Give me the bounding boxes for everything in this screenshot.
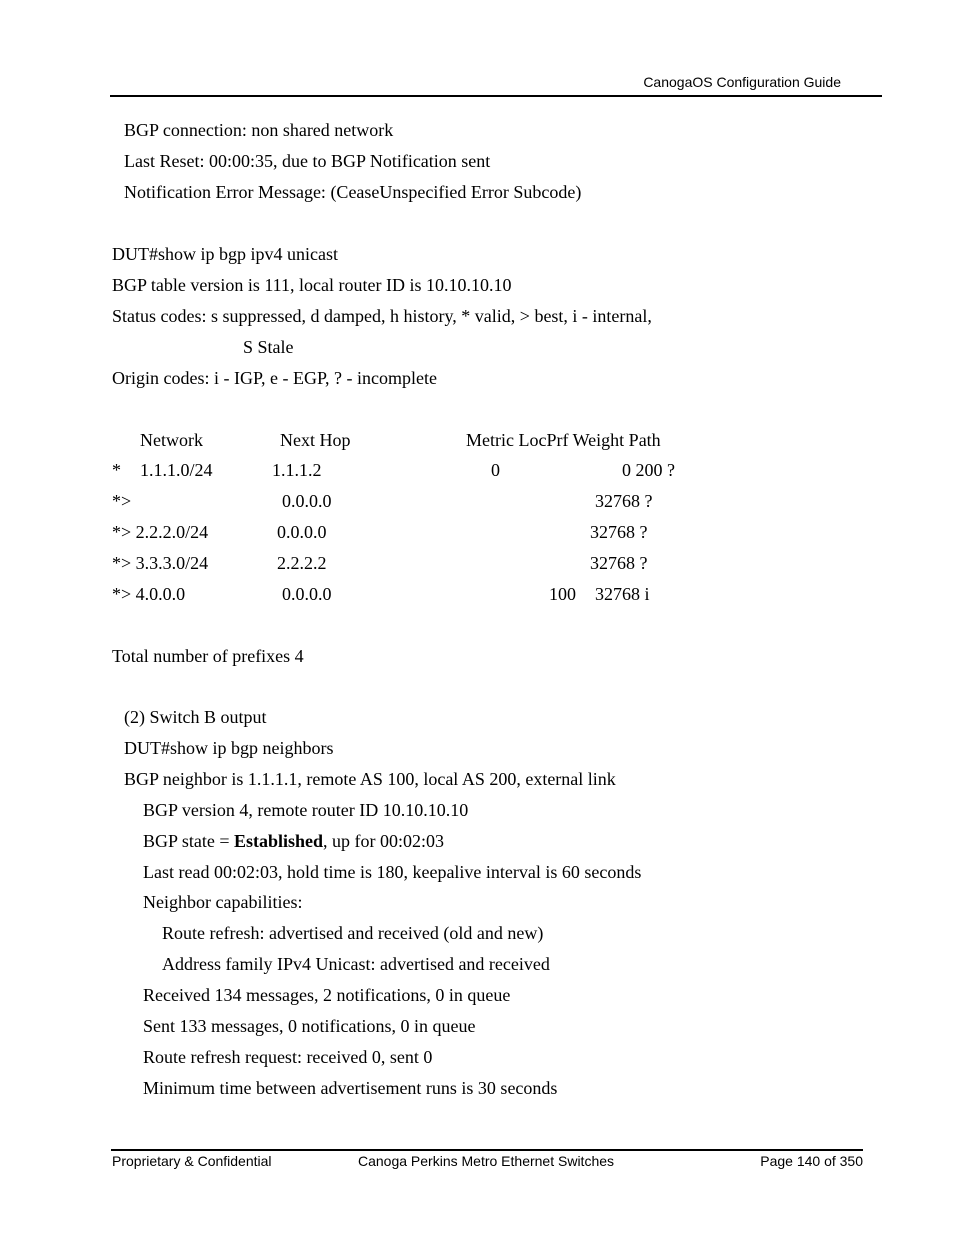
status-codes-stale: S Stale <box>243 337 294 357</box>
bgp-version-line: BGP version 4, remote router ID 10.10.10.10 <box>143 800 469 820</box>
col-header-nexthop: Next Hop <box>280 430 351 450</box>
row-nexthop: 0.0.0.0 <box>282 491 332 511</box>
row-locprf: 100 <box>549 584 576 604</box>
address-family-capability: Address family IPv4 Unicast: advertised and received <box>162 954 550 974</box>
footer-center: Canoga Perkins Metro Ethernet Switches <box>358 1153 615 1169</box>
row-weight-path: 0 200 ? <box>622 460 675 480</box>
min-advertisement-time: Minimum time between advertisement runs is 30 seconds <box>143 1078 558 1098</box>
neighbor-capabilities: Neighbor capabilities: <box>143 892 303 912</box>
row-code: *> 2.2.2.0/24 <box>112 522 209 542</box>
last-reset-line: Last Reset: 00:00:35, due to BGP Notification sent <box>124 151 491 171</box>
row-code: * <box>112 460 121 480</box>
header-rule <box>110 95 882 97</box>
row-weight-path: 32768 i <box>595 584 650 604</box>
bgp-table-command: DUT#show ip bgp ipv4 unicast <box>112 244 338 264</box>
page-header-title: CanogaOS Configuration Guide <box>643 74 841 90</box>
route-refresh-capability: Route refresh: advertised and received (old and new) <box>162 923 544 943</box>
bgp-state-value: Established <box>233 831 324 851</box>
footer-page-number: Page 140 of 350 <box>760 1153 863 1169</box>
bgp-connection-line: BGP connection: non shared network <box>124 120 394 140</box>
footer-rule <box>111 1149 863 1151</box>
col-header-network: Network <box>140 430 203 450</box>
origin-codes: Origin codes: i - IGP, e - EGP, ? - incomplete <box>112 368 437 388</box>
row-metric: 0 <box>491 460 500 480</box>
row-code: *> <box>112 491 132 511</box>
switch-b-command: DUT#show ip bgp neighbors <box>124 738 334 758</box>
row-weight-path: 32768 ? <box>590 522 648 542</box>
last-read-line: Last read 00:02:03, hold time is 180, keepalive interval is 60 seconds <box>143 862 642 882</box>
status-codes: Status codes: s suppressed, d damped, h history, * valid, > best, i - internal, <box>112 306 652 326</box>
row-nexthop: 0.0.0.0 <box>282 584 332 604</box>
row-nexthop: 0.0.0.0 <box>277 522 327 542</box>
row-network: 1.1.1.0/24 <box>140 460 213 480</box>
switch-b-title: (2) Switch B output <box>124 707 267 727</box>
row-code: *> 3.3.3.0/24 <box>112 553 209 573</box>
row-weight-path: 32768 ? <box>595 491 653 511</box>
bgp-neighbor-line: BGP neighbor is 1.1.1.1, remote AS 100, local AS 200, external link <box>124 769 616 789</box>
footer-left: Proprietary & Confidential <box>112 1153 272 1169</box>
bgp-state-prefix: BGP state = <box>143 831 234 851</box>
notification-error-line: Notification Error Message: (CeaseUnspecified Error Subcode) <box>124 182 582 202</box>
bgp-state-line <box>143 830 444 852</box>
sent-messages: Sent 133 messages, 0 notifications, 0 in queue <box>143 1016 476 1036</box>
bgp-table-version: BGP table version is 111, local router ID is 10.10.10.10 <box>112 275 512 295</box>
row-nexthop: 2.2.2.2 <box>277 553 327 573</box>
row-weight-path: 32768 ? <box>590 553 648 573</box>
total-prefixes: Total number of prefixes 4 <box>112 646 304 666</box>
bgp-state-suffix: , up for 00:02:03 <box>323 831 445 851</box>
received-messages: Received 134 messages, 2 notifications, 0 in queue <box>143 985 511 1005</box>
row-code: *> 4.0.0.0 <box>112 584 186 604</box>
row-nexthop: 1.1.1.2 <box>272 460 322 480</box>
route-refresh-request: Route refresh request: received 0, sent 0 <box>143 1047 433 1067</box>
col-header-metrics: Metric LocPrf Weight Path <box>466 430 661 450</box>
